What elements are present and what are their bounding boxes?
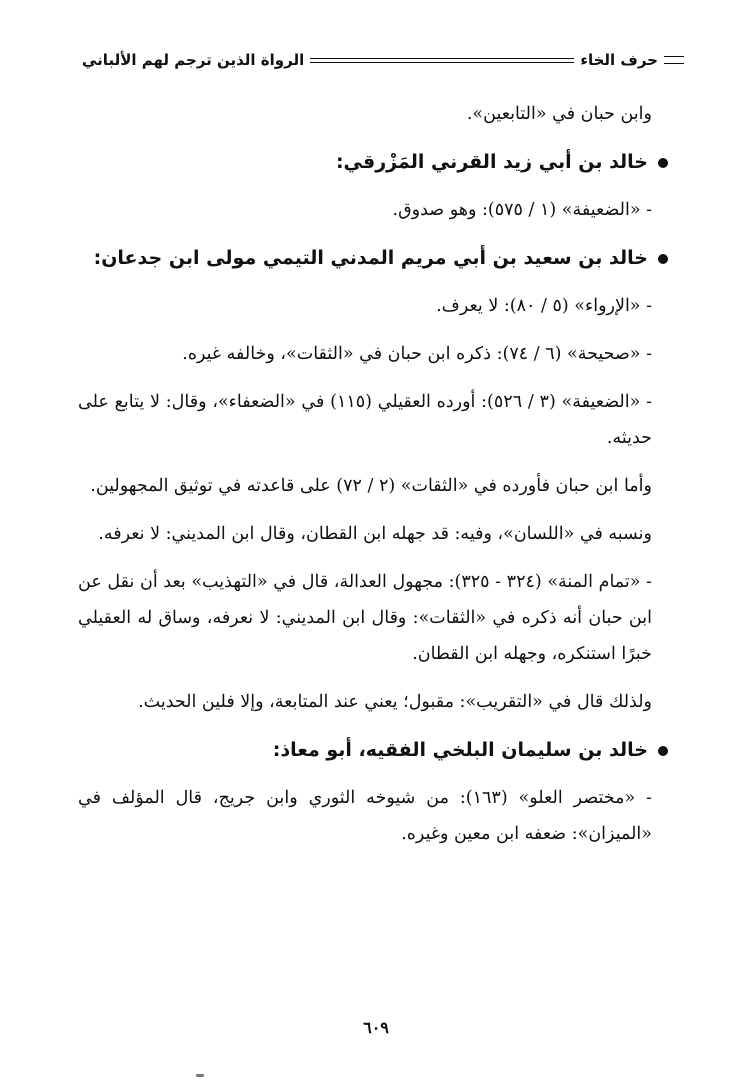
narrator-name: خالد بن أبي زيد القرني المَزْرقي: [335,151,648,173]
running-header [82,46,684,74]
narrator-name: خالد بن سليمان البلخي الفقيه، أبو معاذ: [272,739,648,761]
narrator-heading [78,144,668,180]
citation: - «صحيحة» (٦ / ٧٤): ذكره ابن حبان في «الثقات»، وخالفه غيره. [182,344,652,364]
paragraph: وابن حبان في «التابعين». [466,104,652,124]
bullet-icon [658,158,668,168]
paragraph: وأما ابن حبان فأورده في «الثقات» (٢ / ٧٢) على قاعدته في توثيق المجهولين. [90,476,652,496]
narrator-name: خالد بن سعيد بن أبي مريم المدني التيمي مولى ابن جدعان: [93,247,648,269]
page-body [78,96,652,864]
citation: - «تمام المنة» (٣٢٤ - ٣٢٥): مجهول العدالة، قال في «التهذيب» بعد أن نقل عن ابن حبان أنه ذكره في «الثقات»: وقال ابن المديني: لا نعرفه، وساق له العقيلي خبرًا استنكره، وجهله ابن القطان. [78,572,653,664]
header-rule [310,58,574,63]
scan-mark [196,1074,204,1077]
citation: - «الإرواء» (٥ / ٨٠): لا يعرف. [436,296,652,316]
narrator-heading [78,732,668,768]
page-number: ٦٠٩ [363,1018,389,1037]
chapter-title: حرف الخاء [580,51,658,69]
book-title: الرواة الذين ترجم لهم الألباني [82,51,305,69]
header-dash [664,56,684,64]
citation: - «الضعيفة» (٣ / ٥٢٦): أورده العقيلي (١١٥) في «الضعفاء»، وقال: لا يتابع على حديثه. [78,392,652,448]
bullet-icon [658,746,668,756]
citation: - «الضعيفة» (١ / ٥٧٥): وهو صدوق. [392,200,652,220]
paragraph: ولذلك قال في «التقريب»: مقبول؛ يعني عند المتابعة، وإلا فلين الحديث. [138,692,652,712]
citation: - «مختصر العلو» (١٦٣): من شيوخه الثوري وابن جريج، قال المؤلف في «الميزان»: ضعفه ابن معين وغيره. [78,788,652,844]
bullet-icon [658,254,668,264]
narrator-heading [78,240,668,276]
paragraph: ونسبه في «اللسان»، وفيه: قد جهله ابن القطان، وقال ابن المديني: لا نعرفه. [98,524,652,544]
